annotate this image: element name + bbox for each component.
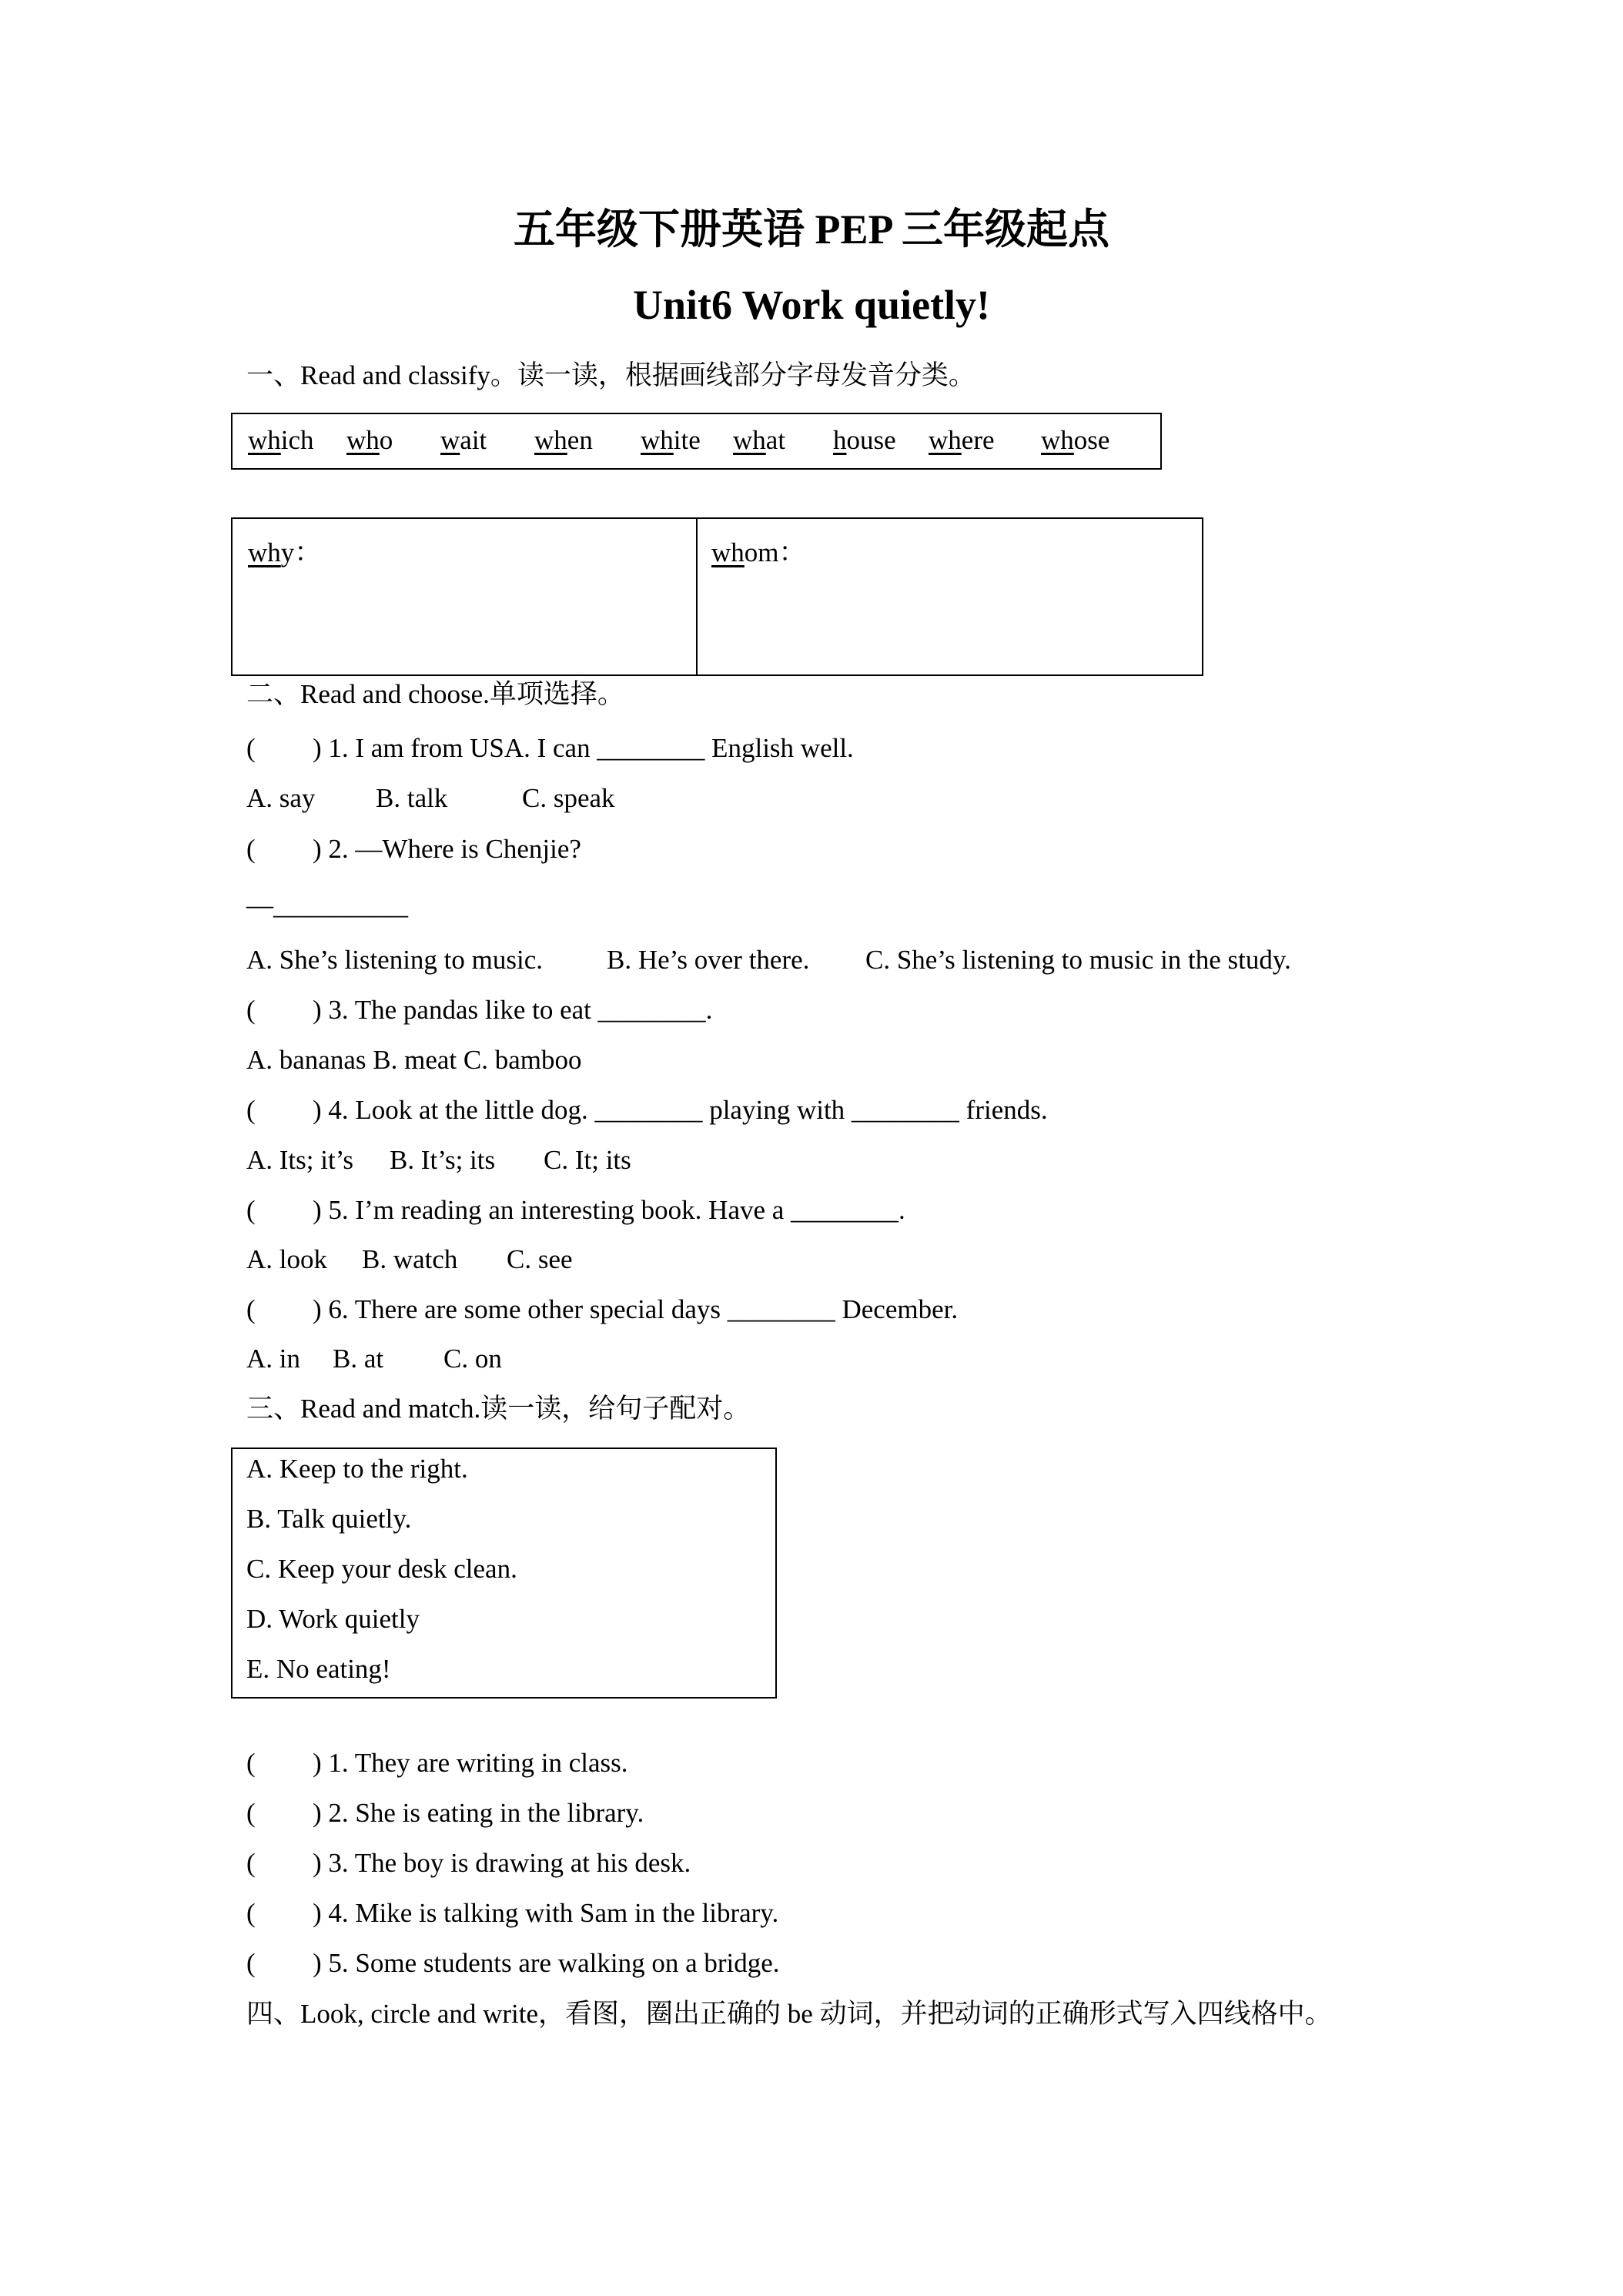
match-option-c: C. Keep your desk clean.: [246, 1554, 517, 1584]
word-whose: whose: [1041, 425, 1110, 455]
section2-heading: 二、Read and choose.单项选择。: [246, 679, 624, 709]
category-why: why：: [248, 537, 322, 567]
section1-heading: 一、Read and classify。读一读，根据画线部分字母发音分类。: [246, 360, 975, 390]
question-1-options: A. say B. talk C. speak: [246, 783, 615, 813]
question-4-options: A. Its; it’s B. It’s; its C. It; its: [246, 1145, 631, 1175]
match-item-1: ( ) 1. They are writing in class.: [246, 1748, 628, 1778]
word-when: when: [534, 425, 593, 455]
question-6-options: A. in B. at C. on: [246, 1344, 502, 1374]
match-item-4: ( ) 4. Mike is talking with Sam in the library.: [246, 1898, 779, 1928]
word-which: which: [248, 425, 314, 455]
section4-heading: 四、Look, circle and write，看图，圈出正确的 be 动词，并把动词的正确形式写入四线格中。: [246, 1999, 1332, 2029]
question-2-answer-line: —__________: [246, 890, 408, 920]
question-5: ( ) 5. I’m reading an interesting book. Have a ________.: [246, 1195, 905, 1225]
match-option-e: E. No eating!: [246, 1654, 391, 1684]
table-divider: [696, 519, 698, 674]
question-5-options: A. look B. watch C. see: [246, 1244, 573, 1274]
match-option-a: A. Keep to the right.: [246, 1454, 468, 1484]
word-white: white: [641, 425, 701, 455]
word-where: where: [929, 425, 995, 455]
question-2-options: A. She’s listening to music. B. He’s over there. C. She’s listening to music in the study.: [246, 945, 1291, 975]
match-option-d: D. Work quietly: [246, 1604, 420, 1634]
word-who: who: [346, 425, 393, 455]
question-3-options: A. bananas B. meat C. bamboo: [246, 1045, 582, 1075]
question-1: ( ) 1. I am from USA. I can ________ English well.: [246, 733, 854, 763]
word-house: house: [833, 425, 896, 455]
question-4: ( ) 4. Look at the little dog. ________ playing with ________ friends.: [246, 1095, 1048, 1125]
match-item-5: ( ) 5. Some students are walking on a bridge.: [246, 1948, 780, 1978]
match-item-2: ( ) 2. She is eating in the library.: [246, 1798, 644, 1828]
match-option-b: B. Talk quietly.: [246, 1504, 412, 1534]
match-options-box: [231, 1448, 777, 1699]
section3-heading: 三、Read and match.读一读，给句子配对。: [246, 1394, 751, 1424]
question-3: ( ) 3. The pandas like to eat ________.: [246, 995, 713, 1025]
unit-title: Unit6 Work quietly!: [632, 282, 991, 328]
word-what: what: [733, 425, 786, 455]
word-wait: wait: [440, 425, 487, 455]
question-6: ( ) 6. There are some other special days ________ December.: [246, 1294, 959, 1324]
word-bank-box: [231, 413, 1162, 470]
classify-table: [231, 517, 1203, 676]
worksheet-title: 五年级下册英语 PEP 三年级起点: [513, 206, 1109, 253]
category-whom: whom：: [711, 537, 806, 567]
question-2: ( ) 2. —Where is Chenjie?: [246, 834, 581, 864]
match-item-3: ( ) 3. The boy is drawing at his desk.: [246, 1848, 691, 1878]
